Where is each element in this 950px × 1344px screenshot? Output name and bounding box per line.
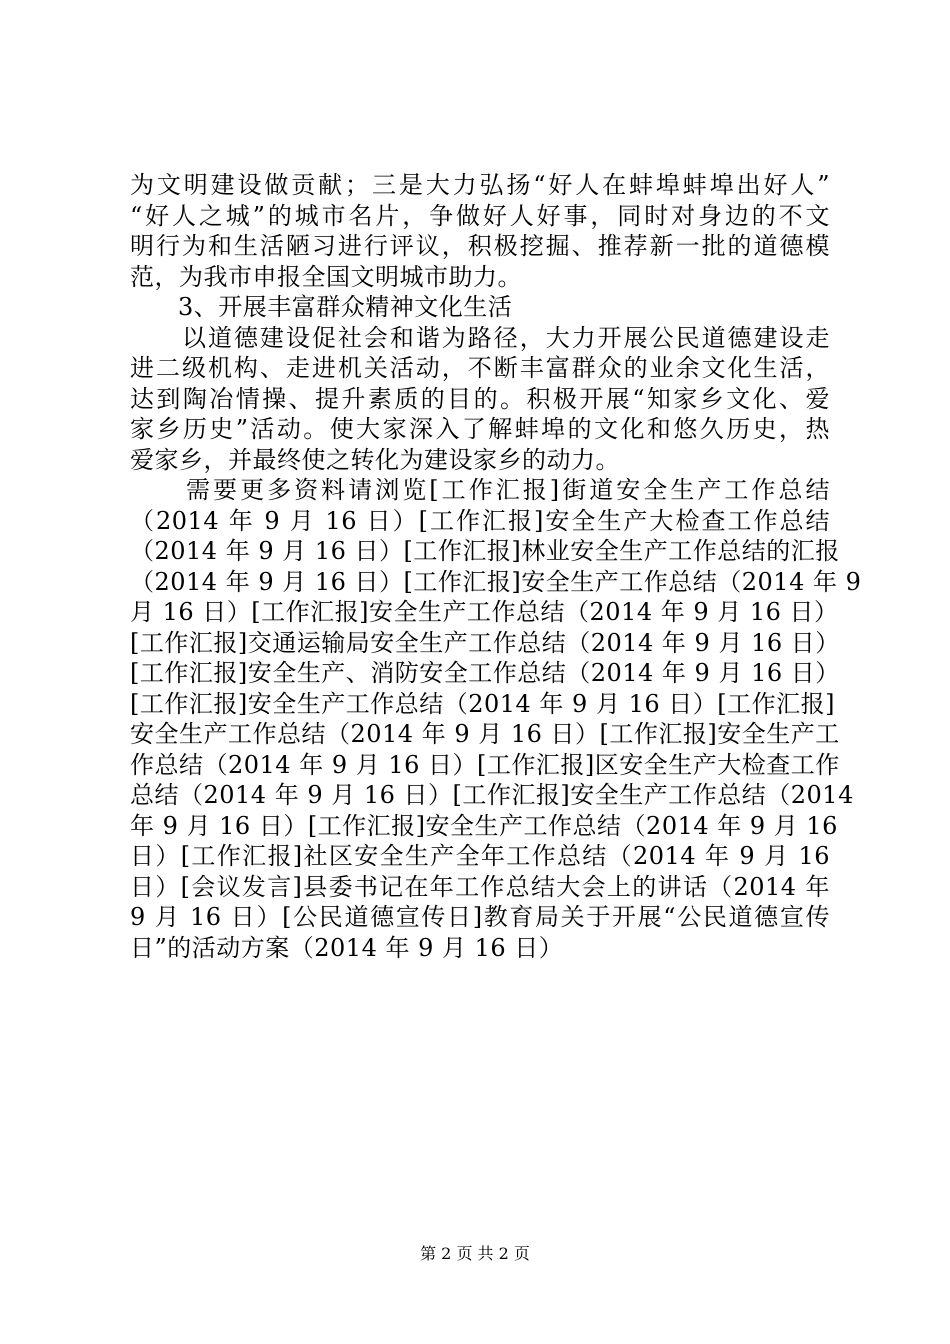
text-line: [工作汇报]安全生产工作总结（2014 年 9 月 16 日）[工作汇报] bbox=[130, 689, 835, 718]
text-line: 范，为我市申报全国文明城市助力。 bbox=[130, 262, 522, 291]
text-line: 日”的活动方案（2014 年 9 月 16 日） bbox=[130, 933, 564, 962]
text-line: 月 16 日）[工作汇报]安全生产工作总结（2014 年 9 月 16 日） bbox=[130, 598, 839, 626]
document-body bbox=[130, 170, 862, 963]
text-line: 进二级机构、走进机关活动，不断丰富群众的业余文化生活， bbox=[130, 354, 830, 382]
text-line: 总结（2014 年 9 月 16 日）[工作汇报]安全生产工作总结（2014 bbox=[130, 781, 854, 809]
page-footer bbox=[0, 1244, 950, 1264]
text-line: 日）[会议发言]县委书记在年工作总结大会上的讲话（2014 年 bbox=[130, 872, 830, 901]
paragraph-continued bbox=[130, 170, 830, 292]
text-line: [工作汇报]安全生产、消防安全工作总结（2014 年 9 月 16 日） bbox=[130, 659, 840, 687]
section-heading: 3、开展丰富群众精神文化生活 bbox=[178, 293, 513, 321]
text-line: （2014 年 9 月 16 日）[工作汇报]安全生产工作总结（2014 年 9 bbox=[130, 567, 862, 596]
resources-note bbox=[130, 475, 862, 963]
text-line: 日）[工作汇报]社区安全生产全年工作总结（2014 年 9 月 16 bbox=[130, 842, 830, 870]
text-line: 9 月 16 日）[公民道德宣传日]教育局关于开展“公民道德宣传 bbox=[130, 903, 830, 931]
text-line: 为文明建设做贡献；三是大力弘扬“好人在蚌埠蚌埠出好人” bbox=[130, 171, 830, 199]
text-line: （2014 年 9 月 16 日）[工作汇报]安全生产大检查工作总结 bbox=[130, 506, 830, 535]
text-line: 需要更多资料请浏览[工作汇报]街道安全生产工作总结 bbox=[186, 476, 830, 504]
text-line: [工作汇报]交通运输局安全生产工作总结（2014 年 9 月 16 日） bbox=[130, 628, 840, 657]
text-line: 家乡历史”活动。使大家深入了解蚌埠的文化和悠久历史，热 bbox=[130, 415, 830, 443]
text-line: 作总结（2014 年 9 月 16 日）[工作汇报]区安全生产大检查工作 bbox=[130, 750, 840, 779]
paragraph-culture-life bbox=[130, 323, 830, 476]
text-line: 年 9 月 16 日）[工作汇报]安全生产工作总结（2014 年 9 月 16 bbox=[130, 811, 838, 840]
page-number-label: 第 2 页 共 2 页 bbox=[420, 1244, 530, 1263]
text-line: （2014 年 9 月 16 日）[工作汇报]林业安全生产工作总结的汇报 bbox=[130, 537, 840, 565]
text-line: “好人之城”的城市名片，争做好人好事，同时对身边的不文 bbox=[130, 201, 830, 230]
text-line: 明行为和生活陋习进行评议，积极挖掘、推荐新一批的道德模 bbox=[130, 232, 830, 260]
text-line: 达到陶冶情操、提升素质的目的。积极开展“知家乡文化、爱 bbox=[130, 384, 830, 413]
text-line: 安全生产工作总结（2014 年 9 月 16 日）[工作汇报]安全生产工 bbox=[130, 720, 840, 748]
text-line: 以道德建设促社会和谐为路径，大力开展公民道德建设走 bbox=[182, 323, 830, 352]
text-line: 爱家乡，并最终使之转化为建设家乡的动力。 bbox=[130, 445, 620, 474]
